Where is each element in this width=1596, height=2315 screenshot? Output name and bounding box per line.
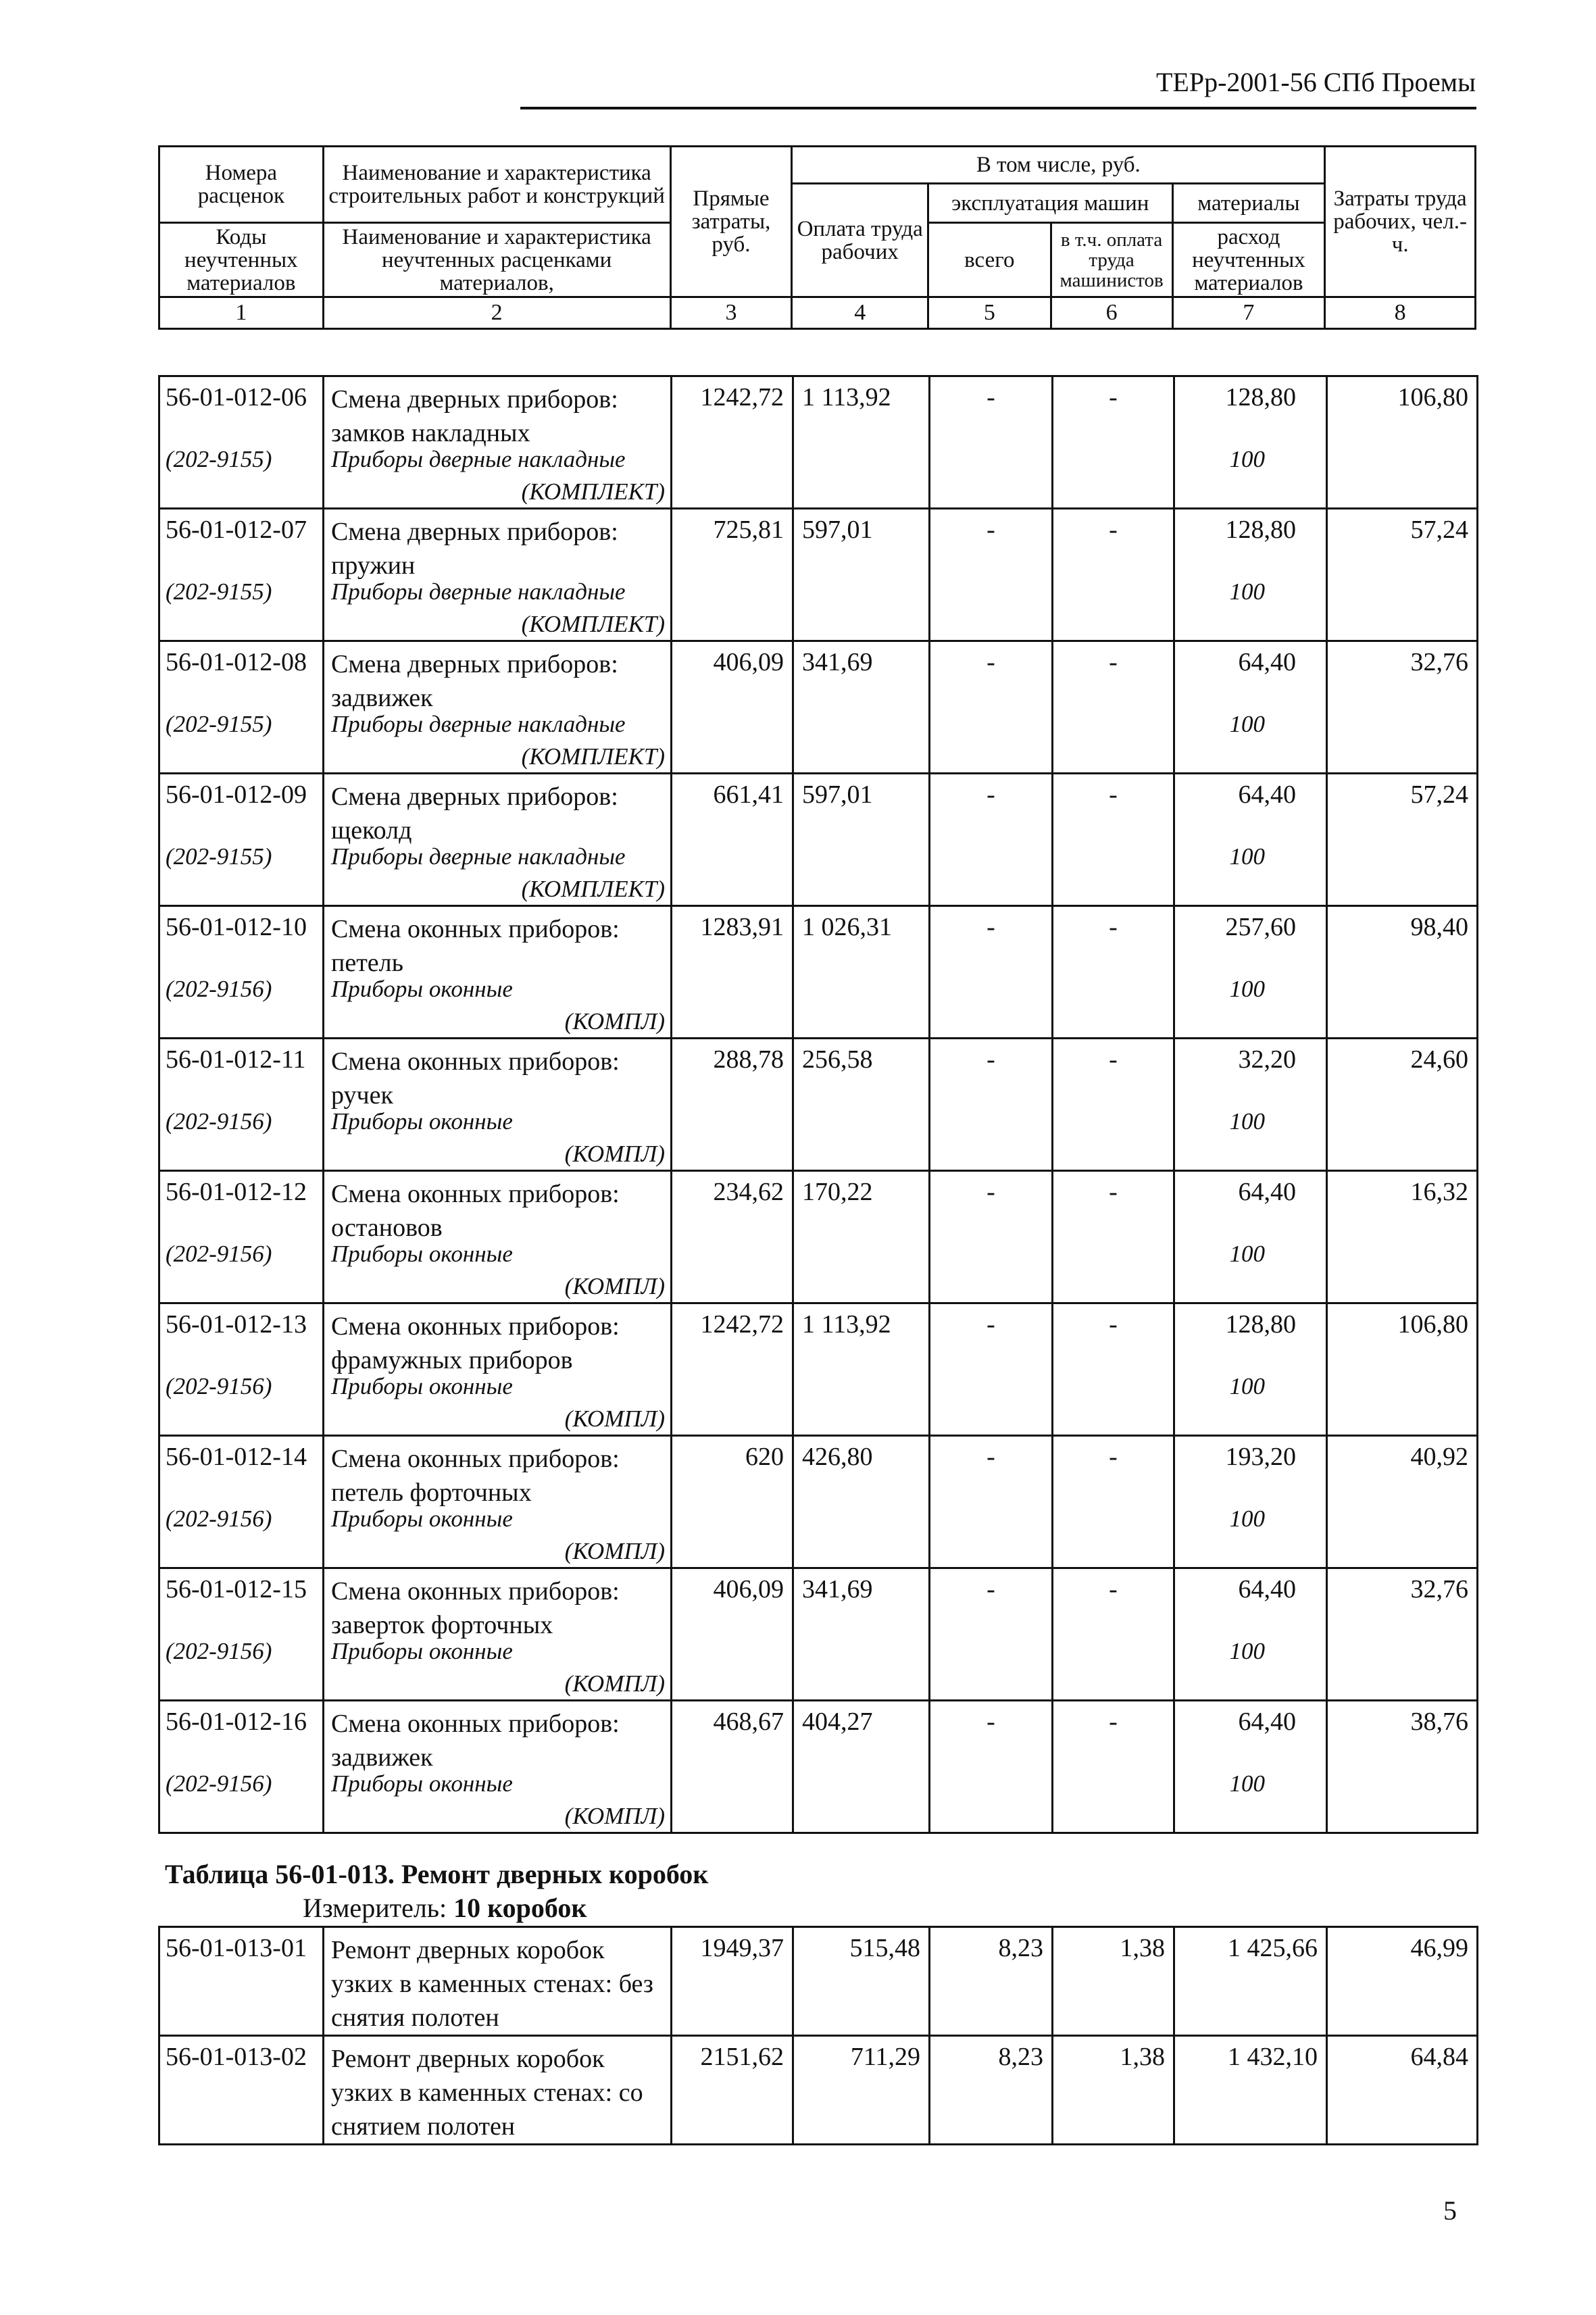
- rate-code-cell: [159, 1303, 324, 1436]
- materials-cost: 1 425,66: [1174, 1927, 1327, 2036]
- material-quantity: 100: [1229, 446, 1265, 472]
- direct-costs: 234,62: [672, 1171, 793, 1303]
- labor-hours: 64,84: [1327, 2036, 1478, 2145]
- material-code: (202-9156): [166, 1505, 272, 1532]
- header-machine-operation: эксплуатация машин: [928, 184, 1173, 223]
- header-unaccounted-materials: Наименование и характеристика неучтенных расценками материалов,: [323, 223, 670, 297]
- rate-code-cell: [159, 376, 324, 509]
- header-rate-numbers: Номера расценок: [159, 147, 324, 223]
- table-row: [159, 1927, 1478, 2036]
- materials-cost: 64,40: [1238, 648, 1296, 676]
- materials-cost: 257,60: [1225, 913, 1296, 941]
- materials-cell: [1174, 774, 1327, 906]
- material-quantity: 100: [1229, 1108, 1265, 1135]
- labor-hours: 57,24: [1327, 774, 1478, 906]
- materials-cell: [1174, 376, 1327, 509]
- meter-value: 10 коробок: [453, 1893, 587, 1923]
- rate-code: 56-01-013-02: [159, 2036, 324, 2145]
- labor-pay: 597,01: [793, 509, 930, 641]
- machinist-pay: -: [1053, 1436, 1174, 1568]
- machines-total: -: [930, 1303, 1053, 1436]
- material-unit: (КОМПЛЕКТ): [521, 478, 665, 505]
- material-quantity: 100: [1229, 843, 1265, 870]
- material-quantity: 100: [1229, 1373, 1265, 1399]
- materials-cost: 128,80: [1225, 516, 1296, 544]
- material-quantity: 100: [1229, 976, 1265, 1002]
- machinist-pay: -: [1053, 906, 1174, 1039]
- material-unit: (КОМПЛ): [564, 1405, 665, 1432]
- rate-code: 56-01-012-06: [166, 383, 307, 412]
- rate-code-cell: [159, 509, 324, 641]
- machinist-pay: 1,38: [1053, 1927, 1174, 2036]
- column-number: 7: [1172, 297, 1325, 329]
- machines-total: -: [930, 641, 1053, 774]
- labor-hours: 38,76: [1327, 1701, 1478, 1833]
- machinist-pay: -: [1053, 1303, 1174, 1436]
- work-name-cell: [324, 1039, 672, 1171]
- labor-pay: 711,29: [793, 2036, 930, 2145]
- material-unit: (КОМПЛЕКТ): [521, 876, 665, 902]
- materials-cell: [1174, 641, 1327, 774]
- column-number: 2: [323, 297, 670, 329]
- material-unit: (КОМПЛ): [564, 1670, 665, 1697]
- labor-pay: 256,58: [793, 1039, 930, 1171]
- labor-pay: 426,80: [793, 1436, 930, 1568]
- rate-code-cell: [159, 1701, 324, 1833]
- direct-costs: 1949,37: [672, 1927, 793, 2036]
- labor-pay: 404,27: [793, 1701, 930, 1833]
- work-name: Смена дверных приборов: задвижек: [331, 650, 618, 712]
- rate-code: 56-01-012-13: [166, 1310, 307, 1339]
- material-code: (202-9156): [166, 1241, 272, 1267]
- work-name: Смена оконных приборов: петель: [331, 915, 620, 977]
- direct-costs: 661,41: [672, 774, 793, 906]
- rate-code-cell: [159, 1436, 324, 1568]
- machines-total: -: [930, 1436, 1053, 1568]
- column-number: 3: [670, 297, 792, 329]
- material-unit: (КОМПЛ): [564, 1538, 665, 1564]
- material-code: (202-9155): [166, 843, 272, 870]
- labor-hours: 32,76: [1327, 1568, 1478, 1701]
- rates-table: [158, 375, 1478, 1834]
- work-name: Смена оконных приборов: заверток форточных: [331, 1577, 620, 1639]
- material-quantity: 100: [1229, 711, 1265, 737]
- rate-code-cell: [159, 906, 324, 1039]
- table-row: [159, 1171, 1478, 1303]
- material-name: Приборы дверные накладные: [331, 711, 626, 737]
- materials-cost: 1 432,10: [1174, 2036, 1327, 2145]
- machines-total: -: [930, 1568, 1053, 1701]
- material-code: (202-9155): [166, 446, 272, 472]
- machinist-pay: 1,38: [1053, 2036, 1174, 2145]
- materials-cost: 64,40: [1238, 780, 1296, 809]
- material-name: Приборы оконные: [331, 1770, 513, 1797]
- rate-code: 56-01-012-11: [166, 1045, 306, 1074]
- materials-cell: [1174, 509, 1327, 641]
- rate-code-cell: [159, 1171, 324, 1303]
- materials-cell: [1174, 1303, 1327, 1436]
- material-code: (202-9156): [166, 976, 272, 1002]
- material-name: Приборы оконные: [331, 976, 513, 1002]
- rate-code: 56-01-012-15: [166, 1575, 307, 1603]
- work-name: Смена оконных приборов: задвижек: [331, 1710, 620, 1772]
- labor-hours: 16,32: [1327, 1171, 1478, 1303]
- materials-cost: 193,20: [1225, 1443, 1296, 1471]
- header-material-consumption: расход неучтенных материалов: [1172, 223, 1325, 297]
- work-name: Смена оконных приборов: фрамужных приборов: [331, 1312, 620, 1374]
- material-code: (202-9156): [166, 1373, 272, 1399]
- work-name-cell: [324, 509, 672, 641]
- materials-cost: 128,80: [1225, 383, 1296, 412]
- materials-cost: 64,40: [1238, 1708, 1296, 1736]
- table-row: [159, 376, 1478, 509]
- materials-cell: [1174, 1568, 1327, 1701]
- material-code: (202-9156): [166, 1108, 272, 1135]
- materials-cost: 32,20: [1238, 1045, 1296, 1074]
- work-name-cell: [324, 906, 672, 1039]
- labor-hours: 40,92: [1327, 1436, 1478, 1568]
- material-code: (202-9155): [166, 711, 272, 737]
- machinist-pay: -: [1053, 1568, 1174, 1701]
- machines-total: -: [930, 509, 1053, 641]
- material-quantity: 100: [1229, 1638, 1265, 1664]
- work-name: Ремонт дверных коробок узких в каменных стенах: без снятия полотен: [324, 1927, 672, 2036]
- table-caption: Таблица 56-01-013. Ремонт дверных коробок: [165, 1859, 709, 1889]
- table-row: [159, 906, 1478, 1039]
- work-name-cell: [324, 641, 672, 774]
- header-materials: материалы: [1172, 184, 1325, 223]
- rate-code: 56-01-012-14: [166, 1443, 307, 1471]
- rate-code: 56-01-012-10: [166, 913, 307, 941]
- page-number: 5: [1443, 2195, 1457, 2226]
- material-name: Приборы оконные: [331, 1638, 513, 1664]
- material-unit: (КОМПЛЕКТ): [521, 743, 665, 770]
- direct-costs: 620: [672, 1436, 793, 1568]
- work-name-cell: [324, 1303, 672, 1436]
- work-name: Смена дверных приборов: замков накладных: [331, 385, 618, 447]
- header-labor-pay: Оплата труда рабочих: [792, 184, 928, 297]
- table-row: [159, 1436, 1478, 1568]
- material-name: Приборы дверные накладные: [331, 843, 626, 870]
- rate-code: 56-01-012-16: [166, 1708, 307, 1736]
- work-name-cell: [324, 774, 672, 906]
- rate-code-cell: [159, 1039, 324, 1171]
- machines-total: -: [930, 376, 1053, 509]
- work-name-cell: [324, 1701, 672, 1833]
- machines-total: -: [930, 1701, 1053, 1833]
- materials-cell: [1174, 1171, 1327, 1303]
- material-code: (202-9156): [166, 1638, 272, 1664]
- direct-costs: 288,78: [672, 1039, 793, 1171]
- direct-costs: 1242,72: [672, 376, 793, 509]
- rate-code-cell: [159, 774, 324, 906]
- work-name: Смена оконных приборов: остановов: [331, 1180, 620, 1242]
- work-name: Смена оконных приборов: ручек: [331, 1047, 620, 1110]
- header-machinist-pay: в т.ч. оплата труда машинистов: [1051, 223, 1172, 297]
- direct-costs: 1283,91: [672, 906, 793, 1039]
- machinist-pay: -: [1053, 1171, 1174, 1303]
- material-unit: (КОМПЛ): [564, 1141, 665, 1167]
- header-rule: [520, 107, 1476, 109]
- materials-cost: 128,80: [1225, 1310, 1296, 1339]
- material-name: Приборы оконные: [331, 1373, 513, 1399]
- labor-pay: 1 113,92: [793, 376, 930, 509]
- material-unit: (КОМПЛ): [564, 1273, 665, 1299]
- header-work-name: Наименование и характеристика строительных работ и конструкций: [323, 147, 670, 223]
- material-quantity: 100: [1229, 578, 1265, 605]
- work-name-cell: [324, 1568, 672, 1701]
- material-unit: (КОМПЛЕКТ): [521, 611, 665, 637]
- rate-code-cell: [159, 1568, 324, 1701]
- direct-costs: 2151,62: [672, 2036, 793, 2145]
- material-name: Приборы оконные: [331, 1505, 513, 1532]
- machinist-pay: -: [1053, 1701, 1174, 1833]
- labor-pay: 341,69: [793, 1568, 930, 1701]
- machines-total: 8,23: [930, 2036, 1053, 2145]
- machinist-pay: -: [1053, 376, 1174, 509]
- work-name-cell: [324, 376, 672, 509]
- material-code: (202-9156): [166, 1770, 272, 1797]
- material-name: Приборы дверные накладные: [331, 446, 626, 472]
- material-name: Приборы оконные: [331, 1241, 513, 1267]
- materials-cell: [1174, 906, 1327, 1039]
- column-number: 4: [792, 297, 928, 329]
- materials-cell: [1174, 1039, 1327, 1171]
- document-header-title: ТЕРр-2001-56 СПб Проемы: [1156, 67, 1476, 97]
- column-number: 8: [1325, 297, 1476, 329]
- direct-costs: 725,81: [672, 509, 793, 641]
- work-name: Смена оконных приборов: петель форточных: [331, 1445, 620, 1507]
- rate-code: 56-01-012-07: [166, 516, 307, 544]
- header-direct-costs: Прямые затраты, руб.: [670, 147, 792, 297]
- machinist-pay: -: [1053, 509, 1174, 641]
- machines-total: -: [930, 1039, 1053, 1171]
- header-unaccounted-codes: Коды неучтенных материалов: [159, 223, 324, 297]
- rate-code-cell: [159, 641, 324, 774]
- rate-code: 56-01-013-01: [159, 1927, 324, 2036]
- machinist-pay: -: [1053, 641, 1174, 774]
- labor-pay: 597,01: [793, 774, 930, 906]
- work-name: Смена дверных приборов: пружин: [331, 518, 618, 580]
- work-name: Ремонт дверных коробок узких в каменных стенах: со снятием полотен: [324, 2036, 672, 2145]
- machinist-pay: -: [1053, 1039, 1174, 1171]
- labor-hours: 24,60: [1327, 1039, 1478, 1171]
- column-number: 1: [159, 297, 324, 329]
- table-row: [159, 774, 1478, 906]
- table-row: [159, 1701, 1478, 1833]
- table-row: [159, 1039, 1478, 1171]
- rate-code: 56-01-012-09: [166, 780, 307, 809]
- material-code: (202-9155): [166, 578, 272, 605]
- labor-hours: 106,80: [1327, 1303, 1478, 1436]
- table-meter: [303, 1892, 587, 1924]
- table-row: [159, 509, 1478, 641]
- meter-label: Измеритель:: [303, 1893, 447, 1923]
- work-name: Смена дверных приборов: щеколд: [331, 782, 618, 845]
- column-number: 5: [928, 297, 1051, 329]
- table-row: [159, 2036, 1478, 2145]
- material-unit: (КОМПЛ): [564, 1803, 665, 1829]
- direct-costs: 406,09: [672, 641, 793, 774]
- labor-hours: 32,76: [1327, 641, 1478, 774]
- materials-cell: [1174, 1701, 1327, 1833]
- labor-pay: 170,22: [793, 1171, 930, 1303]
- material-quantity: 100: [1229, 1770, 1265, 1797]
- labor-pay: 515,48: [793, 1927, 930, 2036]
- header-labor-hours: Затраты труда рабочих, чел.-ч.: [1325, 147, 1476, 297]
- work-name-cell: [324, 1436, 672, 1568]
- labor-pay: 1 026,31: [793, 906, 930, 1039]
- table-row: [159, 1568, 1478, 1701]
- labor-hours: 57,24: [1327, 509, 1478, 641]
- table-row: [159, 1303, 1478, 1436]
- rate-code: 56-01-012-12: [166, 1178, 307, 1206]
- machinist-pay: -: [1053, 774, 1174, 906]
- door-frame-repair-table: [158, 1926, 1478, 2145]
- direct-costs: 406,09: [672, 1568, 793, 1701]
- labor-hours: 106,80: [1327, 376, 1478, 509]
- materials-cell: [1174, 1436, 1327, 1568]
- material-name: Приборы оконные: [331, 1108, 513, 1135]
- direct-costs: 1242,72: [672, 1303, 793, 1436]
- machines-total: -: [930, 1171, 1053, 1303]
- labor-pay: 341,69: [793, 641, 930, 774]
- labor-hours: 98,40: [1327, 906, 1478, 1039]
- machines-total: -: [930, 774, 1053, 906]
- labor-pay: 1 113,92: [793, 1303, 930, 1436]
- column-header-table: [158, 145, 1476, 330]
- column-number: 6: [1051, 297, 1172, 329]
- work-name-cell: [324, 1171, 672, 1303]
- header-machines-total: всего: [928, 223, 1051, 297]
- material-name: Приборы дверные накладные: [331, 578, 626, 605]
- rate-code: 56-01-012-08: [166, 648, 307, 676]
- materials-cost: 64,40: [1238, 1575, 1296, 1603]
- materials-cost: 64,40: [1238, 1178, 1296, 1206]
- machines-total: 8,23: [930, 1927, 1053, 2036]
- direct-costs: 468,67: [672, 1701, 793, 1833]
- table-row: [159, 641, 1478, 774]
- labor-hours: 46,99: [1327, 1927, 1478, 2036]
- material-unit: (КОМПЛ): [564, 1008, 665, 1035]
- material-quantity: 100: [1229, 1505, 1265, 1532]
- header-including-group: В том числе, руб.: [792, 147, 1325, 184]
- material-quantity: 100: [1229, 1241, 1265, 1267]
- machines-total: -: [930, 906, 1053, 1039]
